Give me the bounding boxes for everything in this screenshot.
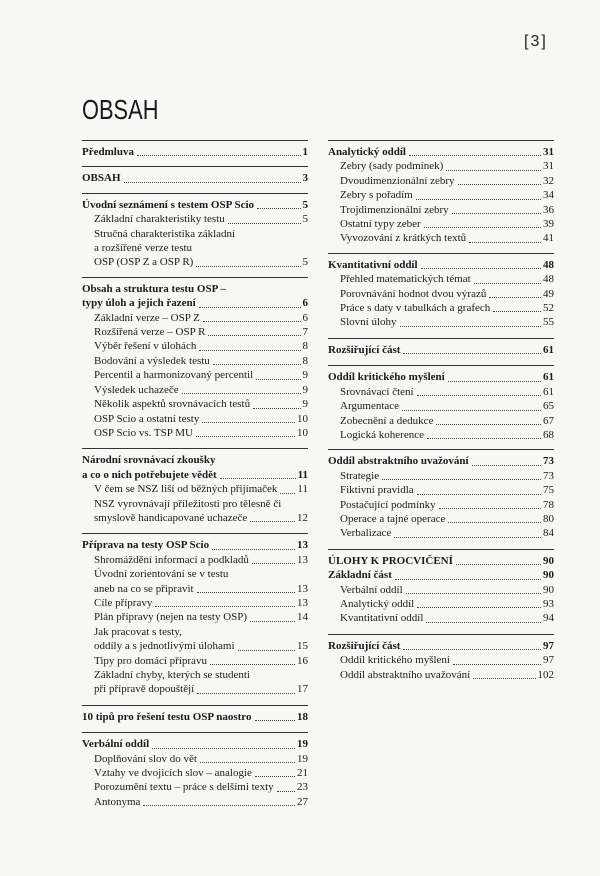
toc-page-number: 9 xyxy=(302,369,308,382)
dot-leader xyxy=(489,297,541,298)
toc-heading-line: Obsah a struktura testu OSP – xyxy=(82,282,226,295)
toc-section xyxy=(328,338,554,357)
toc-entry[interactable] xyxy=(328,469,554,483)
toc-page-number: 19 xyxy=(297,752,308,765)
toc-entry-label: Verbální oddíl xyxy=(82,738,150,751)
toc-section xyxy=(328,140,554,246)
toc-page-number: 9 xyxy=(302,383,308,396)
toc-entry-label: Rozšířená verze – OSP R xyxy=(94,326,206,339)
toc-page-number: 61 xyxy=(543,371,554,384)
toc-heading-line: Národní srovnávací zkoušky xyxy=(82,454,216,467)
dot-leader xyxy=(448,381,541,382)
toc-heading[interactable] xyxy=(328,258,554,272)
toc-entry[interactable] xyxy=(328,272,554,286)
dot-leader xyxy=(394,537,541,538)
toc-entry-line: a rozšířené verze testu xyxy=(94,242,193,255)
toc-page-number: 5 xyxy=(302,256,308,269)
toc-page-number: 61 xyxy=(543,385,554,398)
toc-heading[interactable] xyxy=(82,296,308,310)
toc-page-number: 16 xyxy=(297,654,308,667)
toc-entry[interactable] xyxy=(82,610,308,624)
toc-section xyxy=(82,193,308,270)
toc-entry-label: Základní část xyxy=(328,569,392,582)
toc-page-number: 19 xyxy=(297,738,308,751)
dot-leader xyxy=(409,155,541,156)
dot-leader xyxy=(417,494,541,495)
toc-page-number: 13 xyxy=(297,596,308,609)
toc-entry[interactable] xyxy=(82,368,308,382)
toc-page-number: 1 xyxy=(302,146,308,158)
toc-entry[interactable] xyxy=(82,511,308,525)
toc-page-number: 15 xyxy=(297,640,308,653)
toc-page-number: 31 xyxy=(543,146,554,158)
toc-page-number: 41 xyxy=(543,232,554,245)
toc-page-number: 49 xyxy=(543,287,554,300)
dot-leader xyxy=(253,408,300,409)
toc-heading[interactable] xyxy=(328,639,554,653)
toc-entry[interactable] xyxy=(82,383,308,397)
dot-leader xyxy=(493,311,541,312)
toc-section xyxy=(328,253,554,330)
toc-page-number: 90 xyxy=(543,569,554,582)
toc-entry-label: Oddíl abstraktního uvažování xyxy=(340,668,471,681)
toc-entry-label: OSP Scio a ostatní testy xyxy=(94,412,200,425)
dot-leader xyxy=(395,579,541,580)
toc-entry-label: Tipy pro domácí přípravu xyxy=(94,654,207,667)
dot-leader xyxy=(255,776,295,777)
toc-entry-line: Jak pracovat s testy, xyxy=(94,625,182,638)
toc-page-number: 48 xyxy=(543,273,554,286)
toc-right-column xyxy=(328,140,554,682)
toc-entry[interactable] xyxy=(82,596,308,610)
toc-entry[interactable] xyxy=(82,354,308,368)
toc-entry-label: Ostatní typy zeber xyxy=(340,218,421,231)
toc-entry[interactable] xyxy=(328,526,554,540)
toc-page-number: 32 xyxy=(543,174,554,187)
dot-leader xyxy=(124,182,301,183)
dot-leader xyxy=(424,227,541,228)
toc-entry-label: Rozšiřující část xyxy=(328,639,401,652)
toc-page-number: 21 xyxy=(297,767,308,780)
toc-page-number: 48 xyxy=(543,258,554,271)
toc-page-number: 67 xyxy=(543,414,554,427)
toc-page-number: 94 xyxy=(543,612,554,625)
toc-heading[interactable] xyxy=(328,145,554,159)
toc-entry[interactable] xyxy=(82,482,308,496)
dot-leader xyxy=(196,266,300,267)
toc-entry[interactable] xyxy=(82,339,308,353)
toc-entry[interactable] xyxy=(82,553,308,567)
dot-leader xyxy=(252,563,295,564)
dot-leader xyxy=(250,521,295,522)
dot-leader xyxy=(255,720,296,721)
toc-entry-label: Výběr řešení v úlohách xyxy=(94,340,197,353)
toc-entry-label: Příprava na testy OSP Scio xyxy=(82,539,210,552)
dot-leader xyxy=(400,326,541,327)
dot-leader xyxy=(210,664,295,665)
dot-leader xyxy=(238,650,295,651)
toc-entry[interactable] xyxy=(82,582,308,596)
toc-page-number: 7 xyxy=(302,326,308,339)
toc-entry-label: Oddíl kritického myšlení xyxy=(328,371,445,384)
dot-leader xyxy=(199,350,300,351)
toc-entry[interactable] xyxy=(328,399,554,413)
dot-leader xyxy=(137,155,301,156)
dot-leader xyxy=(203,321,301,322)
toc-page-number: 75 xyxy=(543,484,554,497)
toc-page-number: 12 xyxy=(297,511,308,524)
dot-leader xyxy=(155,606,295,607)
toc-entry-label: při přípravě dopouštějí xyxy=(94,683,195,696)
toc-entry[interactable] xyxy=(328,483,554,497)
toc-entry-label: Zobecnění a dedukce xyxy=(340,414,434,427)
toc-entry-label: smyslově handicapované uchazeče xyxy=(94,511,248,524)
toc-entry-label: a co o nich potřebujete vědět xyxy=(82,468,217,481)
toc-page-number: 18 xyxy=(297,710,308,723)
toc-entry-label: Přehled matematických témat xyxy=(340,273,471,286)
toc-page-number: 90 xyxy=(543,583,554,596)
toc-page-number: 5 xyxy=(302,213,308,226)
dot-leader xyxy=(202,422,295,423)
dot-leader xyxy=(452,213,541,214)
toc-entry[interactable] xyxy=(328,287,554,301)
toc-page-number: 5 xyxy=(302,198,308,211)
toc-entry-label: Předmluva xyxy=(82,146,134,158)
toc-entry-label: OSP (OSP Z a OSP R) xyxy=(94,256,194,269)
dot-leader xyxy=(220,478,296,479)
toc-entry-label: ÚLOHY K PROCVIČENÍ xyxy=(328,554,453,567)
toc-heading[interactable] xyxy=(82,198,308,212)
toc-entry-label: Základní verze – OSP Z xyxy=(94,311,200,324)
toc-entry-label: Porovnávání hodnot dvou výrazů xyxy=(340,287,487,300)
dot-leader xyxy=(406,593,541,594)
dot-leader xyxy=(417,607,541,608)
dot-leader xyxy=(256,379,300,380)
toc-heading[interactable] xyxy=(328,343,554,357)
dot-leader xyxy=(403,649,541,650)
toc-entry-label: Vztahy ve dvojicích slov – analogie xyxy=(94,767,252,780)
toc-entry-label: Dvoudimenzionální zebry xyxy=(340,174,455,187)
dot-leader xyxy=(416,199,541,200)
dot-leader xyxy=(458,184,541,185)
toc-entry-label: Verbální oddíl xyxy=(340,583,403,596)
toc-entry[interactable] xyxy=(82,752,308,766)
toc-page-number: 8 xyxy=(302,340,308,353)
toc-heading[interactable] xyxy=(328,568,554,582)
toc-page-number: 78 xyxy=(543,498,554,511)
toc-entry[interactable] xyxy=(82,311,308,325)
toc-entry-label: Zebry s pořadím xyxy=(340,189,413,202)
toc-entry-label: Percentil a harmonizovaný percentil xyxy=(94,369,254,382)
toc-entry-label: Zebry (sady podmínek) xyxy=(340,160,444,173)
toc-entry-label: Porozumění textu – práce s delšími texty xyxy=(94,781,274,794)
dot-leader xyxy=(197,693,295,694)
toc-entry-label: Postačující podmínky xyxy=(340,498,436,511)
dot-leader xyxy=(417,395,541,396)
toc-page-number: 11 xyxy=(297,468,308,481)
toc-entry-label: Práce s daty v tabulkách a grafech xyxy=(340,302,491,315)
dot-leader xyxy=(212,549,295,550)
dot-leader xyxy=(257,208,300,209)
toc-entry[interactable] xyxy=(328,653,554,667)
dot-leader xyxy=(382,479,541,480)
toc-section xyxy=(328,449,554,540)
toc-section xyxy=(82,166,308,185)
toc-entry-label: Oddíl abstraktního uvažování xyxy=(328,455,469,468)
toc-page-number: 14 xyxy=(297,611,308,624)
toc-section xyxy=(82,533,308,696)
toc-page-number: 93 xyxy=(543,597,554,610)
dot-leader xyxy=(199,307,301,308)
toc-entry-label: Shromáždění informací a podkladů xyxy=(94,553,249,566)
toc-page-number: 6 xyxy=(302,311,308,324)
toc-entry[interactable] xyxy=(328,428,554,442)
toc-page-number: 13 xyxy=(297,553,308,566)
toc-entry-label: Fiktivní pravidla xyxy=(340,484,414,497)
toc-page-number: 31 xyxy=(543,160,554,173)
toc-entry[interactable] xyxy=(328,512,554,526)
toc-section xyxy=(328,634,554,682)
toc-entry[interactable] xyxy=(328,611,554,625)
toc-entry[interactable] xyxy=(82,212,308,226)
dot-leader xyxy=(448,522,541,523)
toc-entry[interactable] xyxy=(82,412,308,426)
toc-page-number: 23 xyxy=(297,781,308,794)
toc-page-number: 13 xyxy=(297,539,308,552)
toc-entry-label: 10 tipů pro řešení testu OSP naostro xyxy=(82,710,252,723)
toc-section xyxy=(82,140,308,159)
dot-leader xyxy=(427,438,541,439)
toc-page-number: 27 xyxy=(297,795,308,808)
dot-leader xyxy=(402,410,541,411)
toc-heading[interactable] xyxy=(82,538,308,552)
toc-page-number: 68 xyxy=(543,428,554,441)
toc-page-number: 39 xyxy=(543,218,554,231)
toc-section xyxy=(82,448,308,525)
dot-leader xyxy=(213,364,301,365)
toc-entry-label: Kvantitativní oddíl xyxy=(340,612,424,625)
toc-entry-label: typy úloh a jejich řazení xyxy=(82,297,196,310)
toc-entry-label: Strategie xyxy=(340,469,380,482)
toc-heading[interactable] xyxy=(82,468,308,482)
toc-left-column xyxy=(82,140,308,809)
toc-heading[interactable] xyxy=(328,370,554,384)
toc-entry-label: Slovní úlohy xyxy=(340,316,397,329)
toc-entry[interactable] xyxy=(82,780,308,794)
toc-entry[interactable] xyxy=(328,597,554,611)
toc-page-number: 10 xyxy=(297,426,308,439)
toc-page-number: 97 xyxy=(543,654,554,667)
dot-leader xyxy=(277,791,295,792)
toc-entry-label: Bodování a výsledek testu xyxy=(94,354,210,367)
toc-entry[interactable] xyxy=(82,325,308,339)
toc-section xyxy=(328,365,554,442)
dot-leader xyxy=(196,436,295,437)
toc-entry-label: Kvantitativní oddíl xyxy=(328,258,418,271)
toc-entry[interactable] xyxy=(82,766,308,780)
toc-entry-label: Rozšiřující část xyxy=(328,343,401,356)
toc-entry-label: OBSAH xyxy=(82,172,121,185)
toc-page-number: 84 xyxy=(543,527,554,540)
toc-entry[interactable] xyxy=(82,654,308,668)
toc-entry[interactable] xyxy=(328,668,554,682)
toc-entry[interactable] xyxy=(328,159,554,173)
toc-entry-label: Cíle přípravy xyxy=(94,596,153,609)
dot-leader xyxy=(439,508,541,509)
toc-page-number: 73 xyxy=(543,455,554,468)
toc-page-number: 90 xyxy=(543,554,554,567)
toc-entry-label: Trojdimenzionální zebry xyxy=(340,203,449,216)
dot-leader xyxy=(436,424,541,425)
toc-heading[interactable] xyxy=(82,171,308,185)
toc-entry[interactable] xyxy=(82,795,308,809)
toc-entry[interactable] xyxy=(328,174,554,188)
dot-leader xyxy=(473,678,535,679)
toc-entry[interactable] xyxy=(328,583,554,597)
toc-page-number: 8 xyxy=(302,354,308,367)
toc-page-number: 36 xyxy=(543,203,554,216)
toc-entry-label: Antonyma xyxy=(94,795,141,808)
toc-entry[interactable] xyxy=(328,188,554,202)
toc-heading[interactable] xyxy=(82,145,308,159)
toc-heading[interactable] xyxy=(82,737,308,751)
toc-entry-label: Plán přípravy (nejen na testy OSP) xyxy=(94,611,248,624)
toc-entry[interactable] xyxy=(328,498,554,512)
toc-heading[interactable] xyxy=(82,710,308,724)
toc-entry-label: Logická koherence xyxy=(340,428,424,441)
dot-leader xyxy=(280,493,295,494)
toc-page-number: 13 xyxy=(297,582,308,595)
toc-entry-label: Základní charakteristiky testu xyxy=(94,213,225,226)
toc-entry-label: Úvodní seznámení s testem OSP Scio xyxy=(82,198,255,211)
toc-entry-label: Doplňování slov do vět xyxy=(94,752,197,765)
dot-leader xyxy=(200,762,295,763)
dot-leader xyxy=(403,353,541,354)
toc-page-number: 65 xyxy=(543,400,554,413)
toc-entry-label: Argumentace xyxy=(340,400,400,413)
toc-page-number: 11 xyxy=(297,483,308,496)
toc-entry-label: OSP Scio vs. TSP MU xyxy=(94,426,193,439)
toc-entry-line: Úvodní zorientování se v testu xyxy=(94,568,229,581)
toc-entry[interactable] xyxy=(328,301,554,315)
toc-page-number: 3 xyxy=(302,172,308,185)
dot-leader xyxy=(208,335,300,336)
toc-section xyxy=(82,705,308,724)
toc-page-number: 17 xyxy=(297,683,308,696)
dot-leader xyxy=(152,748,295,749)
toc-page-number: 10 xyxy=(297,412,308,425)
toc-page-number: 52 xyxy=(543,302,554,315)
dot-leader xyxy=(426,622,541,623)
toc-entry-label: Vyvozování z krátkých textů xyxy=(340,232,467,245)
toc-entry[interactable] xyxy=(328,385,554,399)
dot-leader xyxy=(446,170,541,171)
dot-leader xyxy=(250,621,295,622)
dot-leader xyxy=(197,592,295,593)
toc-entry-label: Analytický oddíl xyxy=(340,597,415,610)
toc-entry[interactable] xyxy=(328,414,554,428)
toc-section xyxy=(82,732,308,809)
toc-entry-label: Verbalizace xyxy=(340,527,392,540)
toc-page-number: 61 xyxy=(543,343,554,356)
toc-entry-label: Srovnávací čtení xyxy=(340,385,414,398)
toc-page-number: 102 xyxy=(537,668,554,681)
toc-entry[interactable] xyxy=(82,397,308,411)
toc-entry[interactable] xyxy=(328,231,554,245)
dot-leader xyxy=(469,242,541,243)
toc-entry-line: Základní chyby, kterých se studenti xyxy=(94,669,250,681)
dot-leader xyxy=(456,564,541,565)
dot-leader xyxy=(472,465,541,466)
toc-entry-label: Operace a tajné operace xyxy=(340,512,446,525)
toc-entry-label: Několik aspektů srovnávacích testů xyxy=(94,398,251,411)
toc-page-number: 97 xyxy=(543,639,554,652)
toc-heading[interactable] xyxy=(328,454,554,468)
dot-leader xyxy=(453,664,541,665)
toc-entry[interactable] xyxy=(328,315,554,329)
dot-leader xyxy=(421,268,541,269)
dot-leader xyxy=(143,805,295,806)
toc-page-number: 9 xyxy=(302,398,308,411)
toc-entry[interactable] xyxy=(82,255,308,269)
toc-page-number: 55 xyxy=(543,316,554,329)
toc-entry-label: aneb na co se připravit xyxy=(94,582,194,595)
toc-entry[interactable] xyxy=(82,639,308,653)
toc-section xyxy=(82,277,308,440)
toc-entry[interactable] xyxy=(328,203,554,217)
toc-entry[interactable] xyxy=(82,426,308,440)
page-title: OBSAH xyxy=(82,94,159,125)
toc-page-number: 73 xyxy=(543,469,554,482)
toc-heading[interactable] xyxy=(328,554,554,568)
dot-leader xyxy=(228,223,301,224)
toc-page-number: 34 xyxy=(543,189,554,202)
dot-leader xyxy=(182,393,301,394)
page-number: [3] xyxy=(524,33,548,50)
toc-entry-label: Výsledek uchazeče xyxy=(94,383,179,396)
toc-entry-label: oddíly a s jednotlivými úlohami xyxy=(94,640,235,653)
toc-entry-label: V čem se NSZ liší od běžných přijímaček xyxy=(94,483,278,496)
toc-entry[interactable] xyxy=(328,217,554,231)
toc-entry-line: NSZ vyrovnávají příležitosti pro tělesně či xyxy=(94,497,282,510)
dot-leader xyxy=(474,283,541,284)
toc-page-number: 80 xyxy=(543,512,554,525)
toc-section xyxy=(328,549,554,626)
toc-entry-line: Stručná charakteristika základní xyxy=(94,227,236,240)
toc-page-number: 6 xyxy=(302,297,308,310)
toc-entry-label: Oddíl kritického myšlení xyxy=(340,654,450,667)
toc-entry[interactable] xyxy=(82,682,308,696)
toc-entry-label: Analytický oddíl xyxy=(328,146,406,158)
